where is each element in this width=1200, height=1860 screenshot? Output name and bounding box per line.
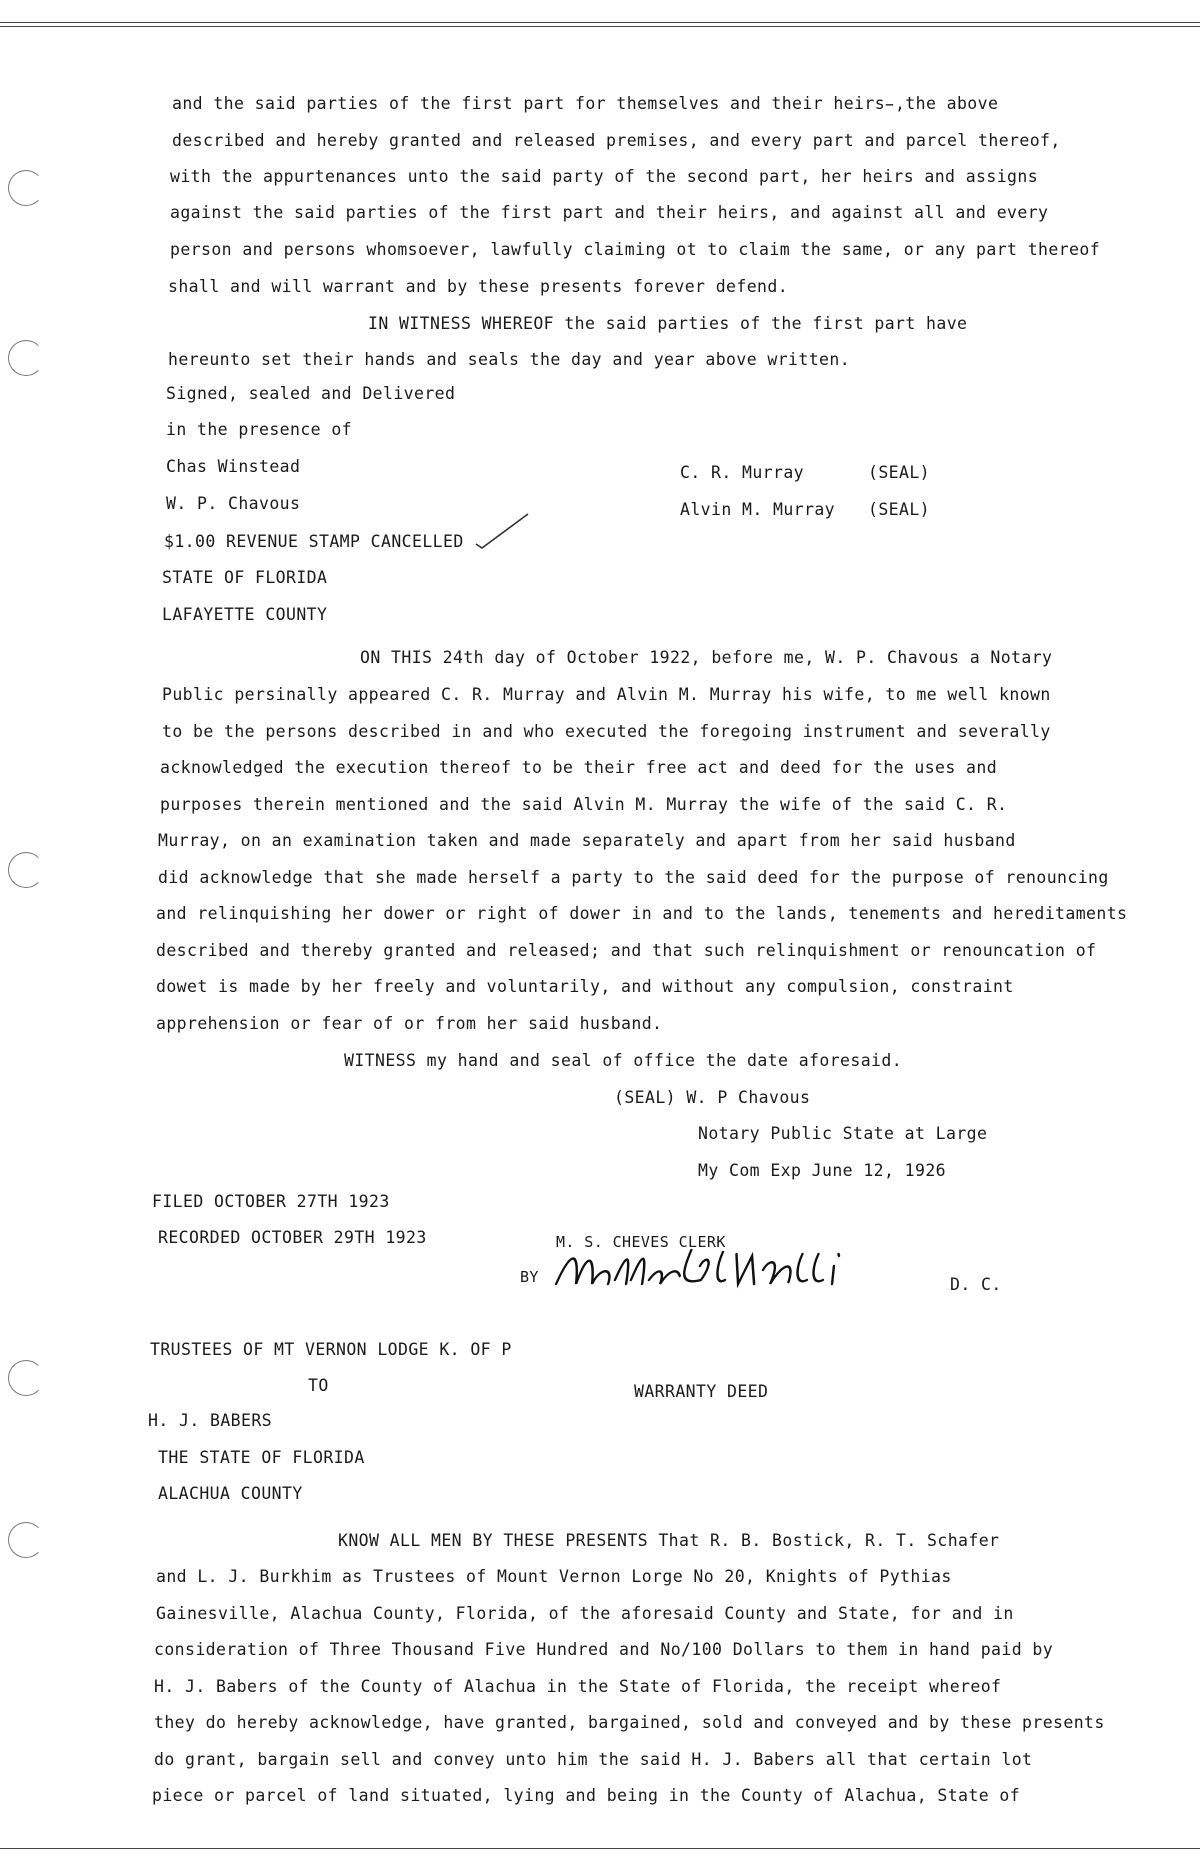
revenue-stamp: $1.00 REVENUE STAMP CANCELLED xyxy=(164,532,464,551)
witness-name: Chas Winstead xyxy=(166,457,301,476)
binder-hole-icon xyxy=(8,170,44,206)
deputy-clerk: D. C. xyxy=(950,1275,1002,1294)
signer-seal: (SEAL) xyxy=(868,500,931,519)
ack-line: purposes therein mentioned and the said Alvin M. Murray the wife of the said C. R. xyxy=(160,795,1008,814)
signer-seal: (SEAL) xyxy=(868,463,931,482)
binder-hole-icon xyxy=(8,1522,44,1558)
deed2-line: H. J. Babers of the County of Alachua in the State of Florida, the receipt whereof xyxy=(154,1677,1002,1696)
binder-hole-icon xyxy=(8,340,44,376)
filed-date: FILED OCTOBER 27TH 1923 xyxy=(152,1192,390,1211)
ack-line: Murray, on an examination taken and made separately and apart from her said husband xyxy=(158,831,1016,850)
notary-title: Notary Public State at Large xyxy=(698,1124,988,1143)
deed1-line: against the said parties of the first part and their heirs, and against all and every xyxy=(170,203,1049,222)
ack-line: apprehension or fear of or from her said husband. xyxy=(156,1014,663,1033)
recorded-date: RECORDED OCTOBER 29TH 1923 xyxy=(158,1228,427,1247)
top-rule xyxy=(0,22,1200,23)
signer-name: C. R. Murray xyxy=(680,463,805,482)
binder-hole-icon xyxy=(8,852,44,888)
deed1-line: and the said parties of the first part for themselves and their heirs̵,the above xyxy=(172,94,999,113)
witness-name: W. P. Chavous xyxy=(166,494,301,513)
witness-hand: WITNESS my hand and seal of office the date aforesaid. xyxy=(344,1051,903,1070)
checkmark-icon xyxy=(472,510,532,550)
deed2-line: KNOW ALL MEN BY THESE PRESENTS That R. B. Bostick, R. T. Schafer xyxy=(338,1531,1000,1550)
deed2-state: THE STATE OF FLORIDA xyxy=(158,1448,365,1467)
deed2-line: piece or parcel of land situated, lying and being in the County of Alachua, State of xyxy=(152,1786,1021,1805)
ack-line: described and thereby granted and released; and that such relinquishment or renouncation of xyxy=(156,941,1097,960)
deed2-line: do grant, bargain sell and convey unto him the said H. J. Babers all that certain lot xyxy=(154,1750,1033,1769)
clerk-name: M. S. CHEVES CLERK xyxy=(556,1233,726,1251)
to-label: TO xyxy=(308,1376,329,1395)
handwritten-signature-icon xyxy=(547,1240,880,1300)
deed2-line: and L. J. Burkhim as Trustees of Mount Vernon Lorge No 20, Knights of Pythias xyxy=(156,1567,952,1586)
notary-commission: My Com Exp June 12, 1926 xyxy=(698,1161,947,1180)
deed1-line: shall and will warrant and by these presents forever defend. xyxy=(168,277,789,296)
deed1-line: person and persons whomsoever, lawfully claiming ot to claim the same, or any part thereof xyxy=(170,240,1101,259)
deed2-line: Gainesville, Alachua County, Florida, of the aforesaid County and State, for and in xyxy=(156,1604,1014,1623)
ack-line: Public persinally appeared C. R. Murray and Alvin M. Murray his wife, to me well known xyxy=(162,685,1051,704)
ack-line: acknowledged the execution thereof to be their free act and deed for the uses and xyxy=(160,758,998,777)
deed1-line: with the appurtenances unto the said party of the second part, her heirs and assigns xyxy=(170,167,1039,186)
notary-seal: (SEAL) W. P Chavous xyxy=(614,1088,811,1107)
county-line: LAFAYETTE COUNTY xyxy=(162,605,328,624)
ack-line: and relinquishing her dower or right of dower in and to the lands, tenements and hereditaments xyxy=(156,904,1128,923)
ack-line: ON THIS 24th day of October 1922, before me, W. P. Chavous a Notary xyxy=(360,648,1053,667)
by-label: BY xyxy=(520,1268,539,1286)
grantee: H. J. BABERS xyxy=(148,1411,273,1430)
clerk-signature xyxy=(545,1240,880,1310)
ack-line: did acknowledge that she made herself a party to the said deed for the purpose of renouncing xyxy=(158,868,1109,887)
deed2-line: consideration of Three Thousand Five Hundred and No/100 Dollars to them in hand paid by xyxy=(154,1640,1054,1659)
signed-sealed: Signed, sealed and Delivered xyxy=(166,384,456,403)
signer-name: Alvin M. Murray xyxy=(680,500,836,519)
deed-type: WARRANTY DEED xyxy=(634,1382,769,1401)
bottom-rule xyxy=(0,1848,1200,1849)
deed1-line: described and hereby granted and released premises, and every part and parcel thereof, xyxy=(172,131,1061,150)
binder-hole-icon xyxy=(8,1360,44,1396)
state-line: STATE OF FLORIDA xyxy=(162,568,328,587)
witness-whereof-line: hereunto set their hands and seals the day and year above written. xyxy=(168,350,851,369)
deed2-line: they do hereby acknowledge, have granted, bargained, sold and conveyed and by these presents xyxy=(154,1713,1105,1732)
top-rule-2 xyxy=(0,26,1200,27)
ack-line: dowet is made by her freely and voluntarily, and without any compulsion, constraint xyxy=(156,977,1014,996)
grantor: TRUSTEES OF MT VERNON LODGE K. OF P xyxy=(150,1340,512,1359)
ack-line: to be the persons described in and who executed the foregoing instrument and severally xyxy=(162,722,1051,741)
deed2-county: ALACHUA COUNTY xyxy=(158,1484,303,1503)
in-presence: in the presence of xyxy=(166,420,353,439)
witness-whereof-line: IN WITNESS WHEREOF the said parties of the first part have xyxy=(368,314,968,333)
